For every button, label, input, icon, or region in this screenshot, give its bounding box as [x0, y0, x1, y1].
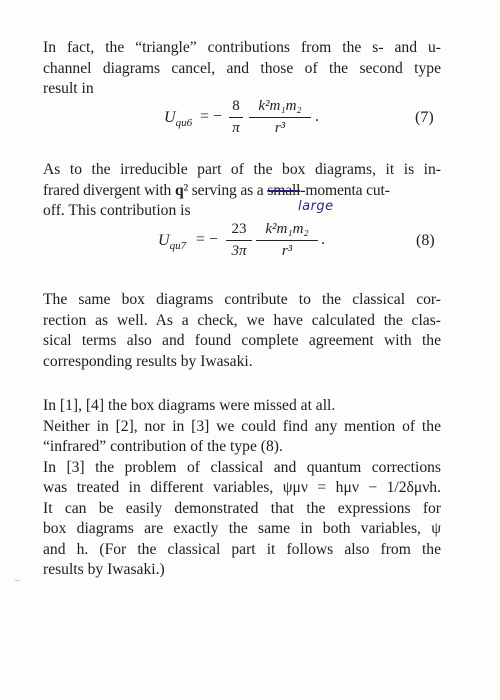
text-line: channel diagrams cancel, and those of the second type	[43, 59, 441, 77]
text-line: box diagrams are exactly the same in both variables, ψ	[43, 520, 441, 537]
struck-word: small	[267, 181, 301, 199]
text-line: As to the irreducible part of the box diagrams, it is in-	[43, 161, 441, 178]
text-line: results by Iwasaki.)	[43, 561, 165, 578]
margin-dash: –	[15, 575, 20, 586]
paragraph-box-diagrams	[43, 160, 441, 222]
variable-fraction: k²m₁m₂ r³	[249, 97, 311, 138]
text-line: The same box diagrams contribute to the classical cor-	[43, 291, 441, 308]
equals-minus: = −	[196, 231, 219, 248]
text-line: and h. (For the classical part it follows also from the	[43, 540, 441, 558]
equation-number: (8)	[416, 232, 435, 249]
equals-minus: = −	[200, 108, 223, 125]
text-line: In [1], [4] the box diagrams were missed at all.	[43, 397, 336, 414]
equation-lhs: $U_{qu7}$	[158, 232, 187, 253]
text-line: In fact, the “triangle” contributions from the s- and u-	[43, 39, 441, 56]
text-line: corresponding results by Iwasaki.	[43, 352, 253, 370]
text-line: frared divergent with q² serving as a small-momenta cut-	[43, 181, 390, 199]
equation-lhs: $U_{qu6}$	[164, 109, 193, 130]
equation-period: .	[321, 231, 325, 248]
text-line: Neither in [2], nor in [3] we could find any mention of the	[43, 417, 441, 435]
variable-fraction: k²m₁m₂ r³	[256, 220, 318, 261]
coefficient-fraction: 23 3π	[226, 220, 252, 261]
paragraph-classical-correction	[43, 290, 441, 372]
text-line: sical terms also and found complete agreement with the	[43, 332, 441, 349]
paragraph-triangle-contributions	[43, 38, 441, 100]
text-line: off. This contribution is	[43, 202, 191, 219]
text-line: It can be easily demonstrated that the expressions for	[43, 499, 441, 517]
handwritten-correction: large	[298, 199, 334, 214]
equation-7	[0, 97, 500, 141]
text-line: rection as well. As a check, we have calculated the clas-	[43, 311, 441, 329]
text-line: “infrared” contribution of the type (8).	[43, 438, 283, 455]
equation-period: .	[315, 108, 319, 125]
text-line: result in	[43, 80, 94, 97]
text-line: was treated in different variables, ψμν = hμν − 1/2δμνh.	[43, 479, 441, 496]
coefficient-fraction: 8 π	[229, 97, 243, 138]
text-line: In [3] the problem of classical and quantum corrections	[43, 458, 441, 476]
equation-8	[0, 220, 500, 264]
equation-number: (7)	[415, 109, 434, 126]
paragraph-references	[43, 396, 441, 581]
